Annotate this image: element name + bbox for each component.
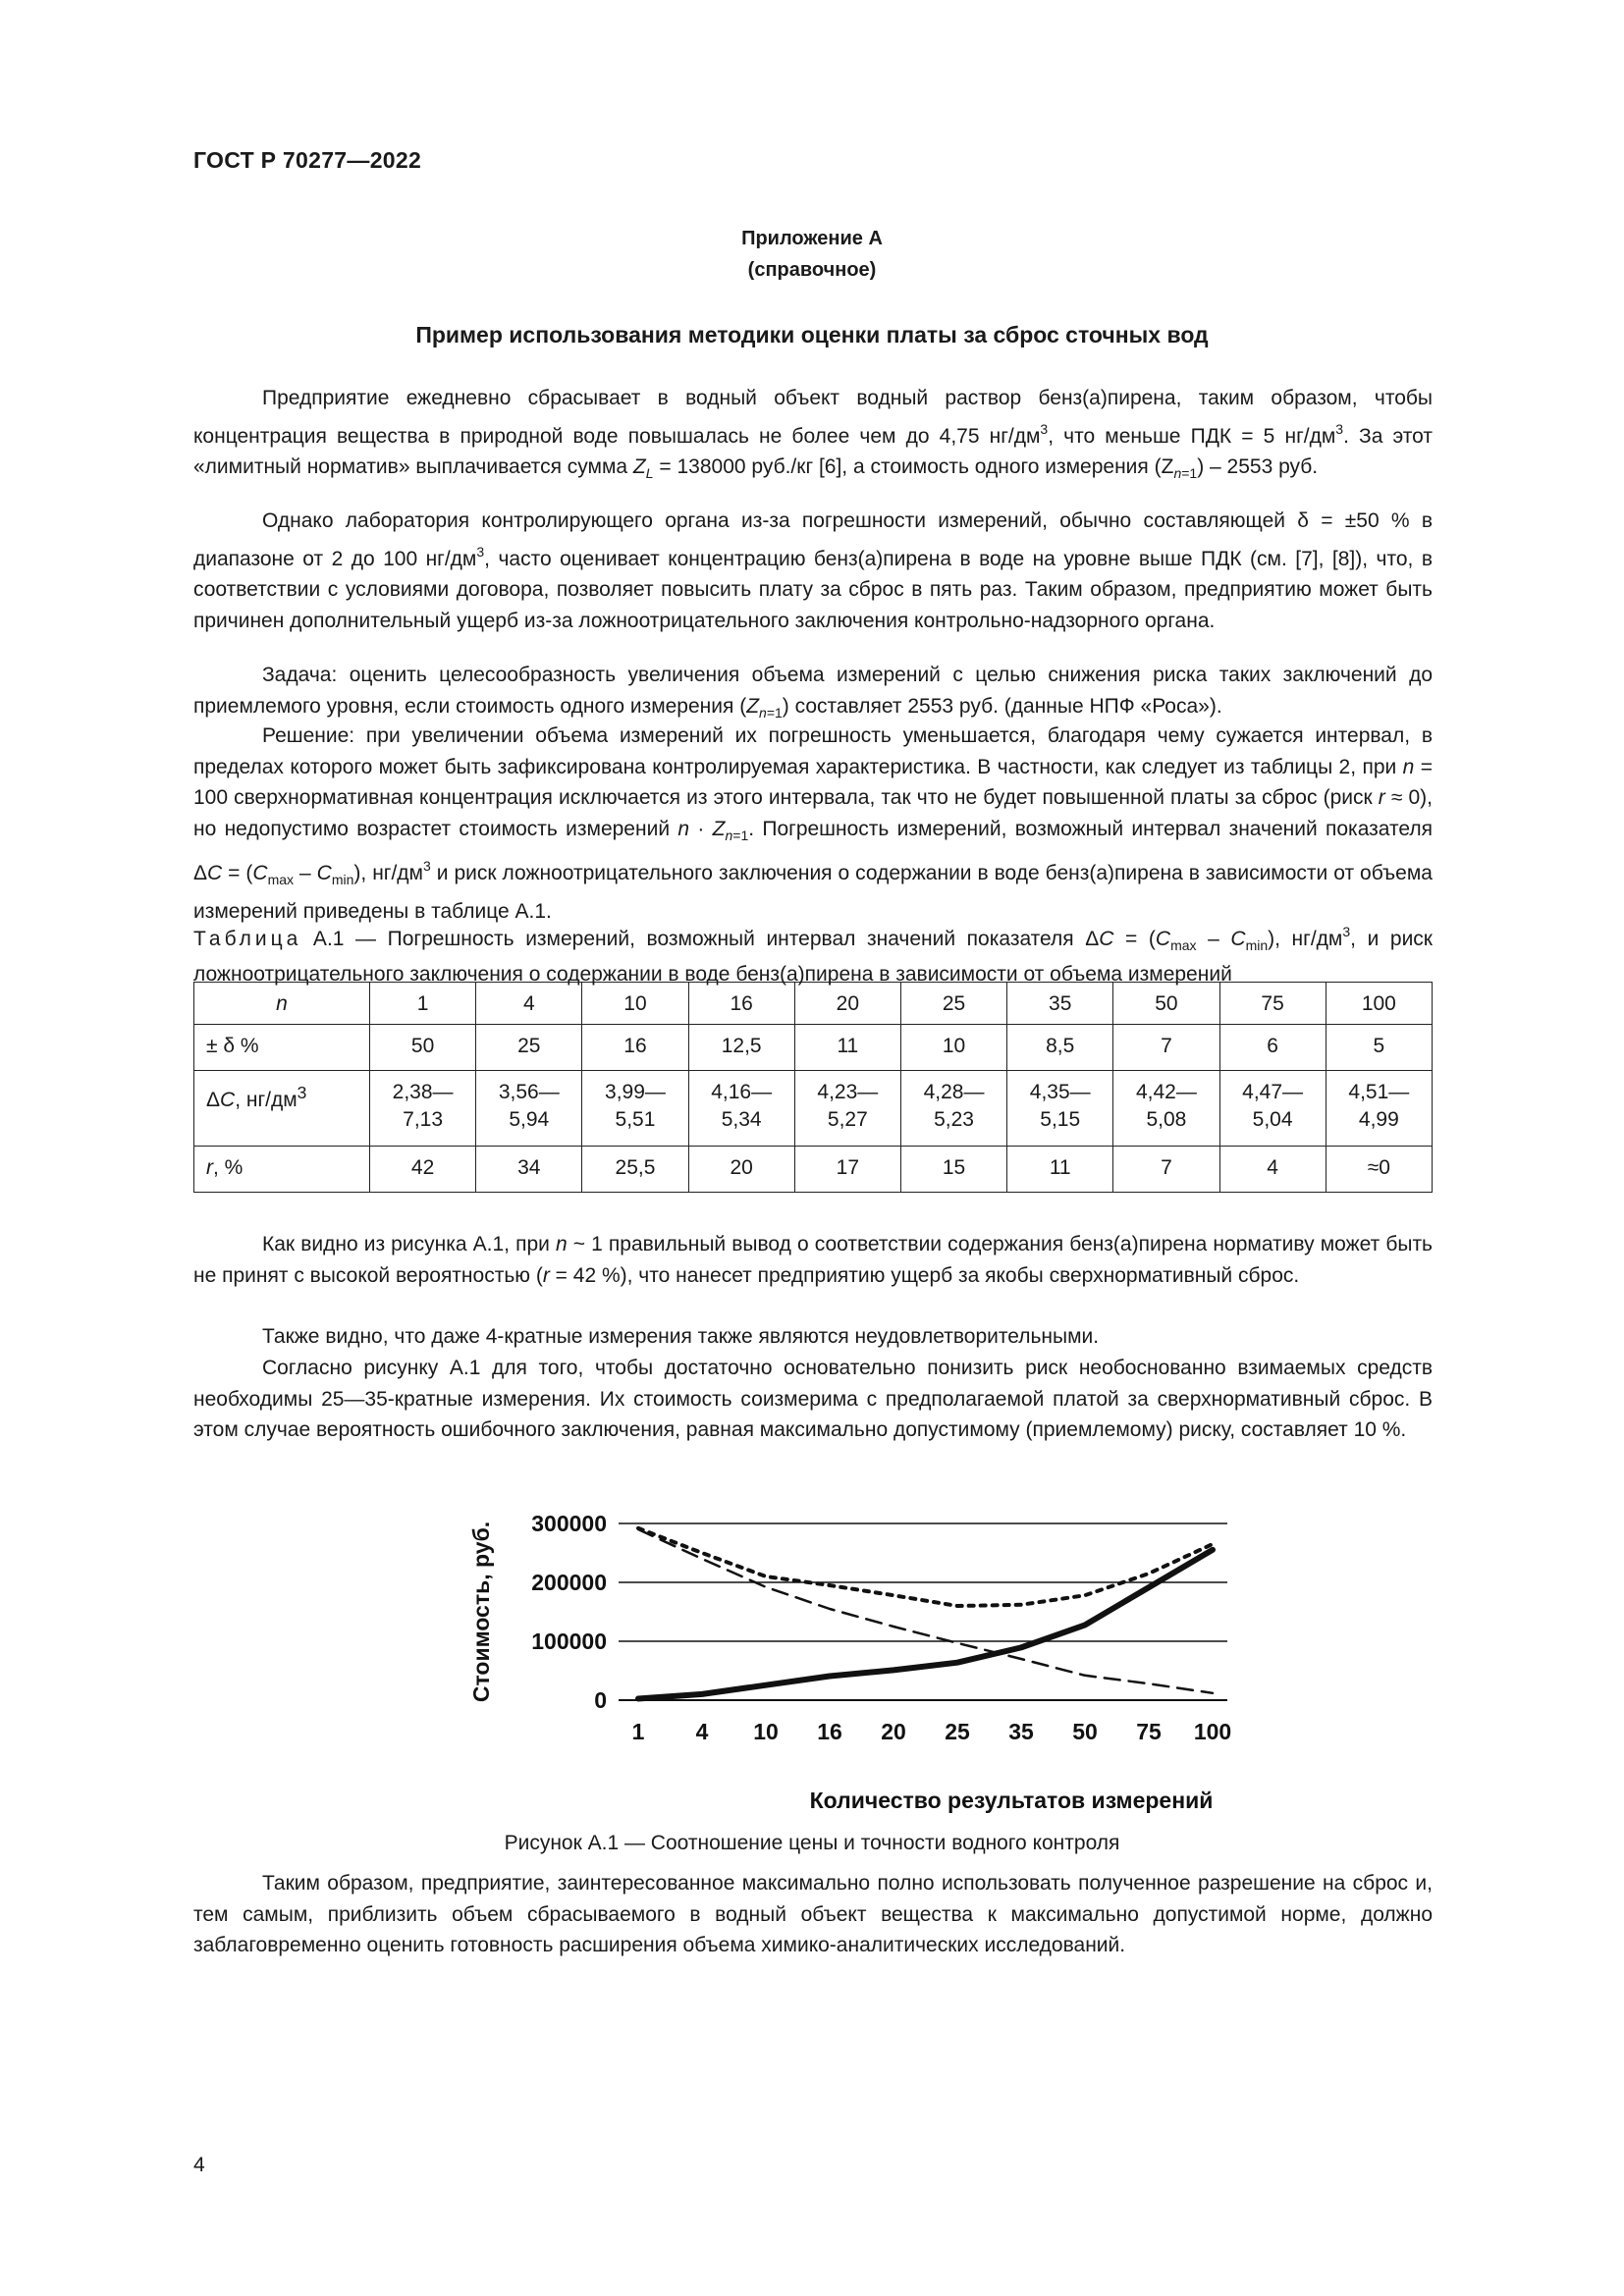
table-cell: 17: [794, 1147, 900, 1193]
table-cell: 12,5: [688, 1025, 794, 1071]
table-caption: [193, 917, 1433, 989]
table-cell: 4,51— 4,99: [1326, 1071, 1432, 1147]
table-cell: 42: [370, 1147, 476, 1193]
y-tick-label: 200000: [531, 1570, 607, 1595]
cost-accuracy-chart: [461, 1492, 1267, 1826]
table-caption-lead: Таблица: [193, 928, 302, 950]
table-cell: 25: [900, 983, 1006, 1025]
x-tick-label: 4: [695, 1719, 709, 1744]
table-cell: 4,42— 5,08: [1113, 1071, 1219, 1147]
table-caption-text: А.1 — Погрешность измерений, возможный интервал значений показателя $\Delta C = (C_{max} - C_{min})$, $нг/дм^3$, и риск ложноотрицательного заключения о содержании в воде бенз(а)пирена в зависимости от объема измерений: [193, 924, 1433, 986]
table-cell: 75: [1219, 983, 1326, 1025]
table-row-header: ± δ %: [194, 1025, 370, 1071]
x-tick-label: 16: [817, 1719, 842, 1744]
paragraph-task: Задача: оценить целесообразность увеличения объема измерений с целью снижения риска таких заключений до приемлемого уровня, если стоимость одного измерения $(Z_{n=1})$ составляет 2553 руб. (данные НПФ «Роса»).: [193, 664, 1433, 721]
page-number: 4: [193, 2154, 205, 2176]
table-cell: 10: [582, 983, 688, 1025]
x-tick-label: 10: [753, 1719, 779, 1744]
x-tick-label: 100: [1193, 1719, 1232, 1744]
table-cell: ≈0: [1326, 1147, 1432, 1193]
table-cell: 3,99— 5,51: [582, 1071, 688, 1147]
table-cell: 5: [1326, 1025, 1432, 1071]
x-tick-label: 35: [1008, 1719, 1034, 1744]
table-cell: 1: [370, 983, 476, 1025]
table-cell: 4,28— 5,23: [900, 1071, 1006, 1147]
table-cell: 4: [476, 983, 582, 1025]
table-row: [194, 983, 1433, 1025]
table-cell: 16: [688, 983, 794, 1025]
table-cell: 4,16— 5,34: [688, 1071, 794, 1147]
annex-title: Приложение А: [741, 228, 883, 249]
annex-subtitle: (справочное): [747, 259, 877, 281]
paragraph-intro: Предприятие ежедневно сбрасывает в водный объект водный раствор бенз(а)пирена, таким образом, чтобы концентрация вещества в природной воде повышалась не более чем до 4,75 $нг/дм^3$, что меньше ПДК = 5 $нг/дм^3$. За этот «лимитный норматив» выплачивается сумма $Z_L = 138000$ руб./кг [6], а стоимость одного измерения $(Z_{n=1}) - 2553$ руб.: [193, 387, 1433, 481]
table-cell: 2,38— 7,13: [370, 1071, 476, 1147]
y-tick-label: 100000: [531, 1629, 607, 1654]
data-table: [193, 982, 1433, 1193]
table-row-header: n: [194, 983, 370, 1025]
table-cell: 7: [1113, 1147, 1219, 1193]
document-header: ГОСТ Р 70277—2022: [193, 147, 422, 173]
y-axis-label: Стоимость, руб.: [468, 1521, 494, 1703]
x-tick-label: 75: [1136, 1719, 1162, 1744]
x-tick-label: 20: [881, 1719, 906, 1744]
table-cell: 20: [688, 1147, 794, 1193]
y-tick-label: 300000: [531, 1511, 607, 1536]
section-title: Пример использования методики оценки платы за сброс сточных вод: [415, 322, 1209, 347]
x-tick-label: 25: [945, 1719, 970, 1744]
table-cell: 11: [1007, 1147, 1113, 1193]
table-cell: 25,5: [582, 1147, 688, 1193]
table-cell: 4,35— 5,15: [1007, 1071, 1113, 1147]
figure-caption: Рисунок А.1 — Соотношение цены и точности водного контроля: [504, 1832, 1120, 1854]
table-cell: 8,5: [1007, 1025, 1113, 1071]
table-row-header: r, %: [194, 1147, 370, 1193]
table-cell: 10: [900, 1025, 1006, 1071]
table-row: [194, 1071, 1433, 1147]
paragraph-laboratory: Однако лаборатория контролирующего органа из-за погрешности измерений, обычно составляющей δ = ±50 % в диапазоне от 2 до 100 $нг/дм^3$, часто оценивает концентрацию бенз(а)пирена в воде на уровне выше ПДК (см. [7], [8]), что, в соответствии с условиями договора, позволяет повысить плату за сброс в пять раз. Таким образом, предприятию может быть причинен дополнительный ущерб из-за ложноотрицательного заключения контрольно-надзорного органа.: [193, 509, 1433, 632]
paragraph-conclusion: Таким образом, предприятие, заинтересованное максимально полно использовать полученное разрешение на сброс и, тем самым, приблизить объем сбрасываемого в водный объект вещества к максимально допустимой норме, должно заблаговременно оценить готовность расширения объема химико-аналитических исследований.: [193, 1872, 1433, 1956]
paragraph-recommendation: Согласно рисунку А.1 для того, чтобы достаточно основательно понизить риск необоснованно взимаемых средств необходимы 25—35-кратные измерения. Их стоимость соизмерима с предполагаемой платой за сверхнормативный сброс. В этом случае вероятность ошибочного заключения, равная максимально допустимому (приемлемому) риску, составляет 10 %.: [193, 1357, 1433, 1441]
series-line-solid: [638, 1550, 1213, 1699]
x-axis-label: Количество результатов измерений: [809, 1788, 1214, 1813]
series-line-dotted: [638, 1528, 1213, 1606]
table-cell: 4,47— 5,04: [1219, 1071, 1326, 1147]
table-cell: 16: [582, 1025, 688, 1071]
table-cell: 11: [794, 1025, 900, 1071]
table-cell: 34: [476, 1147, 582, 1193]
table-row: [194, 1147, 1433, 1193]
x-tick-label: 1: [631, 1719, 645, 1744]
table-cell: 50: [370, 1025, 476, 1071]
table-cell: 25: [476, 1025, 582, 1071]
table-cell: 7: [1113, 1025, 1219, 1071]
table-cell: 6: [1219, 1025, 1326, 1071]
table-cell: 15: [900, 1147, 1006, 1193]
paragraph-figure-analysis: Как видно из рисунка А.1, при n ~ 1 правильный вывод о соответствии содержания бенз(а)пирена нормативу может быть не принят с высокой вероятностью (r = 42 %), что нанесет предприятию ущерб за якобы сверхнормативный сброс.: [193, 1233, 1433, 1287]
table-cell: 35: [1007, 983, 1113, 1025]
table-cell: 50: [1113, 983, 1219, 1025]
x-tick-label: 50: [1072, 1719, 1098, 1744]
paragraph-solution: Решение: при увеличении объема измерений их погрешность уменьшается, благодаря чему сужается интервал, в пределах которого может быть зафиксирована контролируемая характеристика. В частности, как следует из таблицы 2, при n = 100 сверхнормативная концентрация исключается из этого интервала, так что не будет повышенной платы за сброс (риск r ≈ 0), но недопустимо возрастет стоимость измерений $n \cdot Z_{n=1}$. Погрешность измерений, возможный интервал значений показателя $\Delta C = (C_{max} - C_{min})$, $нг/дм^3$ и риск ложноотрицательного заключения о содержании в воде бенз(а)пирена в зависимости от объема измерений приведены в таблице А.1.: [193, 724, 1433, 923]
table-cell: 20: [794, 983, 900, 1025]
table-row: [194, 1025, 1433, 1071]
table-row-header: ΔC, $нг/дм^3$: [194, 1071, 370, 1147]
table-cell: 4: [1219, 1147, 1326, 1193]
y-tick-label: 0: [594, 1687, 607, 1713]
table-cell: 4,23— 5,27: [794, 1071, 900, 1147]
paragraph-four-fold: Также видно, что даже 4-кратные измерения также являются неудовлетворительными.: [262, 1325, 1100, 1348]
table-cell: 3,56— 5,94: [476, 1071, 582, 1147]
table-cell: 100: [1326, 983, 1432, 1025]
